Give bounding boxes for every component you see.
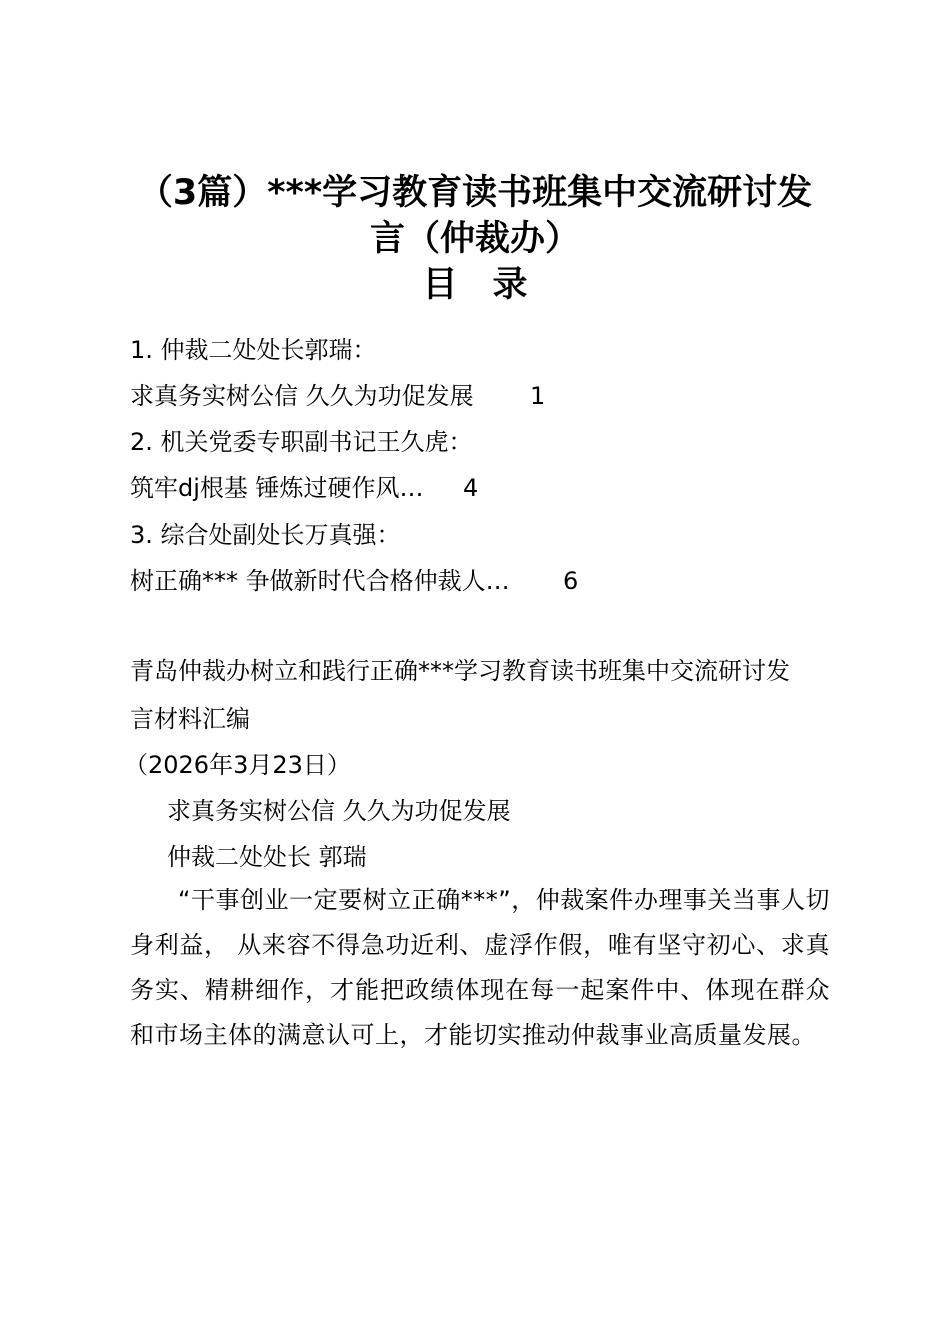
toc-entry-3-heading: 3. 综合处副处长万真强：	[130, 521, 401, 549]
toc-entry-1-page: 1	[530, 382, 546, 410]
toc-entry-2-link[interactable]	[130, 472, 830, 504]
article-author: 仲裁二处处长 郭瑞	[167, 843, 367, 871]
compilation-title-line-1: 青岛仲裁办树立和践行正确***学习教育读书班集中交流研讨发	[130, 657, 790, 685]
toc-entry-2-page: 4	[463, 474, 479, 502]
toc-entry-3-title: 树正确*** 争做新时代合格仲裁人…	[130, 567, 510, 595]
toc-entry-3-link[interactable]	[130, 565, 830, 597]
compilation-title-line-2: 言材料汇编	[130, 705, 250, 733]
toc-entry-1-heading: 1. 仲裁二处处长郭瑞：	[130, 336, 377, 364]
toc-entry-1-link[interactable]	[130, 380, 830, 412]
article-title: 求真务实树公信 久久为功促发展	[167, 797, 511, 825]
article-paragraph: “干事创业一定要树立正确***”，仲裁案件办理事关当事人切身利益， 从来容不得急功近利、虚浮作假，唯有坚守初心、求真务实、精耕细作，才能把政绩体现在每一起案件中、体现在群众和市场主体的满意认可上，才能切实推动仲裁事业高质量发展。	[130, 886, 830, 1049]
document-title-line-2: 言（仲裁办）	[369, 219, 580, 259]
compilation-date: （2026年3月23日）	[124, 751, 351, 779]
toc-heading: 目 录	[422, 265, 528, 305]
toc-entry-2-title: 筑牢dj根基 锤炼过硬作风…	[130, 474, 424, 502]
toc-entry-3-page: 6	[563, 567, 579, 595]
toc-entry-2-heading: 2. 机关党委专职副书记王久虎：	[130, 428, 473, 456]
document-title-line-1: （3篇）***学习教育读书班集中交流研讨发	[137, 173, 813, 213]
toc-entry-1-title: 求真务实树公信 久久为功促发展	[130, 382, 474, 410]
